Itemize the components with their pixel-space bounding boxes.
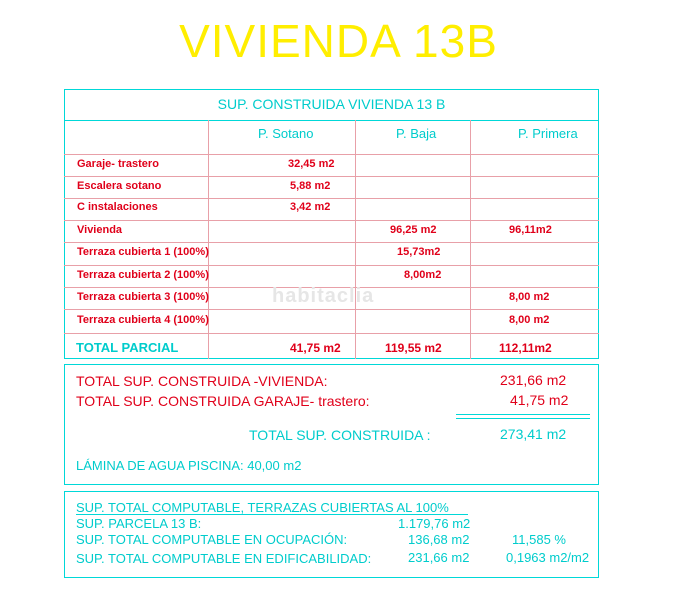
row-value-primera: 96,11m2 [509, 224, 552, 236]
total-vivienda-value: 231,66 m2 [500, 372, 567, 388]
table-heading: SUP. CONSTRUIDA VIVIENDA 13 B [217, 96, 446, 112]
parcela-value: 1.179,76 m2 [398, 516, 471, 531]
row-value-primera: 8,00 m2 [509, 291, 550, 303]
edificabilidad-ratio: 0,1963 m2/m2 [506, 550, 590, 565]
total-garaje-value: 41,75 m2 [510, 392, 569, 408]
total-parcial-primera: 112,11m2 [499, 341, 552, 355]
computable-heading: SUP. TOTAL COMPUTABLE, TERRAZAS CUBIERTAS AL 100% [76, 500, 449, 515]
row-label: C instalaciones [77, 201, 158, 213]
edificabilidad-label: SUP. TOTAL COMPUTABLE EN EDIFICABILIDAD: [76, 551, 372, 566]
edificabilidad-value: 231,66 m2 [408, 550, 470, 565]
parcela-label: SUP. PARCELA 13 B: [76, 516, 202, 531]
row-label: Terraza cubierta 1 (100%) [77, 246, 209, 258]
total-construida-label: TOTAL SUP. CONSTRUIDA : [249, 427, 431, 443]
row-value-baja: 8,00m2 [404, 269, 442, 281]
column-header-sotano: P. Sotano [258, 126, 314, 141]
sum-underline [456, 414, 590, 419]
total-parcial-baja: 119,55 m2 [385, 341, 442, 355]
row-label: Vivienda [77, 224, 123, 236]
ocupacion-label: SUP. TOTAL COMPUTABLE EN OCUPACIÓN: [76, 532, 348, 547]
row-label: Garaje- trastero [77, 158, 159, 170]
row-value-sotano: 5,88 m2 [290, 180, 331, 192]
row-value-sotano: 32,45 m2 [288, 158, 335, 170]
lamina-piscina: LÁMINA DE AGUA PISCINA: 40,00 m2 [76, 458, 302, 473]
row-value-baja: 15,73m2 [397, 246, 441, 258]
page-title: VIVIENDA 13B [179, 15, 498, 67]
row-value-baja: 96,25 m2 [390, 224, 437, 236]
total-vivienda-label: TOTAL SUP. CONSTRUIDA -VIVIENDA: [76, 373, 328, 389]
total-construida-value: 273,41 m2 [500, 426, 567, 442]
total-parcial-sotano: 41,75 m2 [290, 341, 341, 355]
total-garaje-label: TOTAL SUP. CONSTRUIDA GARAJE- trastero: [76, 393, 370, 409]
total-parcial-label: TOTAL PARCIAL [76, 340, 179, 355]
row-label: Escalera sotano [77, 180, 162, 192]
ocupacion-value: 136,68 m2 [408, 532, 470, 547]
watermark: habitaclia [272, 285, 375, 307]
column-header-baja: P. Baja [396, 126, 437, 141]
row-value-primera: 8,00 m2 [509, 314, 550, 326]
column-header-primera: P. Primera [518, 126, 578, 141]
ocupacion-ratio: 11,585 % [512, 532, 566, 547]
row-value-sotano: 3,42 m2 [290, 201, 331, 213]
row-label: Terraza cubierta 4 (100%) [77, 314, 209, 326]
row-label: Terraza cubierta 3 (100%) [77, 291, 209, 303]
row-label: Terraza cubierta 2 (100%) [77, 269, 209, 281]
